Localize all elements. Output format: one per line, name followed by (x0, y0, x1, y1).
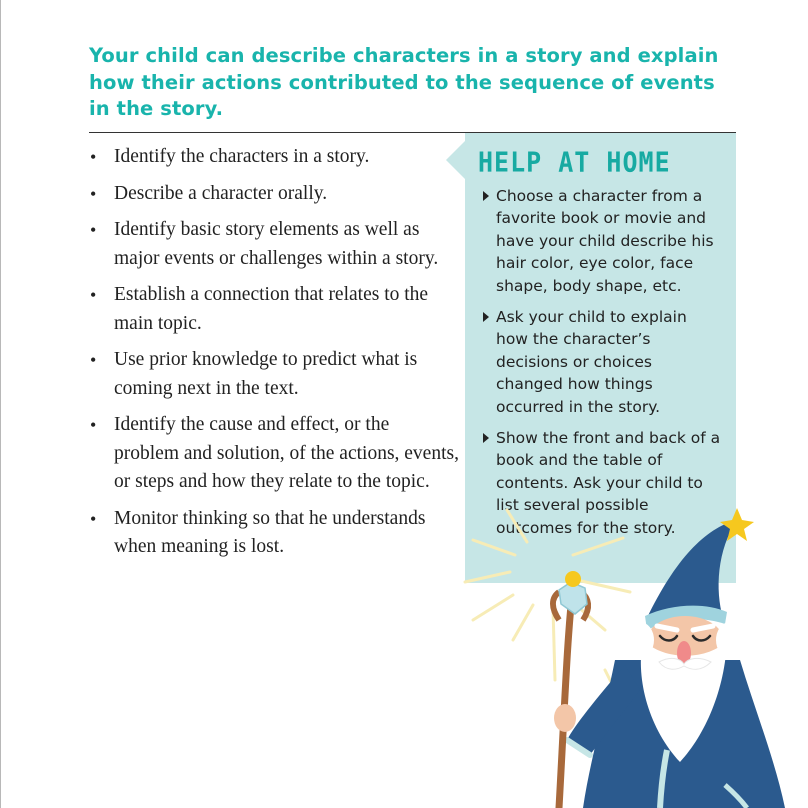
hair-left (626, 622, 654, 658)
skill-item (89, 411, 459, 497)
help-panel-notch (446, 140, 466, 180)
skill-text: Monitor thinking so that he understands when meaning is lost. (114, 507, 426, 557)
page-edge (0, 0, 1, 808)
hair-right (716, 622, 744, 658)
bullet-dot-icon: • (90, 220, 97, 240)
page-heading: Your child can describe characters in a story and explain how their actions contributed to the sequence of events in the story. (89, 44, 719, 120)
skill-text: Use prior knowledge to predict what is coming next in the text. (114, 349, 418, 399)
skill-text: Describe a character orally. (114, 182, 328, 204)
skill-item (89, 505, 459, 562)
help-at-home-title: HELP AT HOME (478, 146, 671, 178)
staff-hook-left (553, 592, 559, 620)
skill-text: Identify the cause and effect, or the problem and solution, of the actions, events, or steps and how they relate to the topic. (114, 414, 459, 492)
skill-text: Establish a connection that relates to the main topic. (114, 284, 429, 334)
bullet-dot-icon: • (90, 285, 97, 305)
skill-item (89, 143, 459, 172)
wizard-illustration (455, 500, 808, 808)
help-item (483, 185, 723, 297)
bullet-dot-icon: • (90, 415, 97, 435)
triangle-bullet-icon (483, 312, 489, 322)
help-item-text: Show the front and back of a book and the table of contents. Ask your child to list several possible outcomes for the story. (496, 429, 721, 537)
skill-item (89, 346, 459, 403)
bullet-dot-icon: • (90, 508, 97, 529)
wizard-hand (554, 704, 576, 732)
bullet-dot-icon: • (90, 147, 97, 167)
skills-list (89, 143, 459, 570)
help-item-text: Ask your child to explain how the character’s decisions or choices changed how things occurred in the story. (496, 308, 687, 416)
skill-item (89, 216, 459, 273)
skill-text: Identify the characters in a story. (114, 146, 370, 167)
bullet-dot-icon: • (90, 183, 97, 204)
help-item (483, 306, 723, 418)
skill-item (89, 180, 459, 209)
bullet-dot-icon: • (90, 350, 97, 370)
triangle-bullet-icon (483, 433, 489, 443)
sparkle-rays (465, 510, 630, 690)
staff-orb (565, 571, 581, 587)
skill-item (89, 281, 459, 338)
skill-text: Identify basic story elements as well as major events or challenges within a story. (114, 219, 439, 269)
triangle-bullet-icon (483, 191, 489, 201)
help-at-home-list (483, 185, 723, 548)
help-item-text: Choose a character from a favorite book or movie and have your child describe his hair color, eye color, face shape, body shape, etc. (496, 187, 714, 295)
wizard-hat (647, 520, 737, 618)
